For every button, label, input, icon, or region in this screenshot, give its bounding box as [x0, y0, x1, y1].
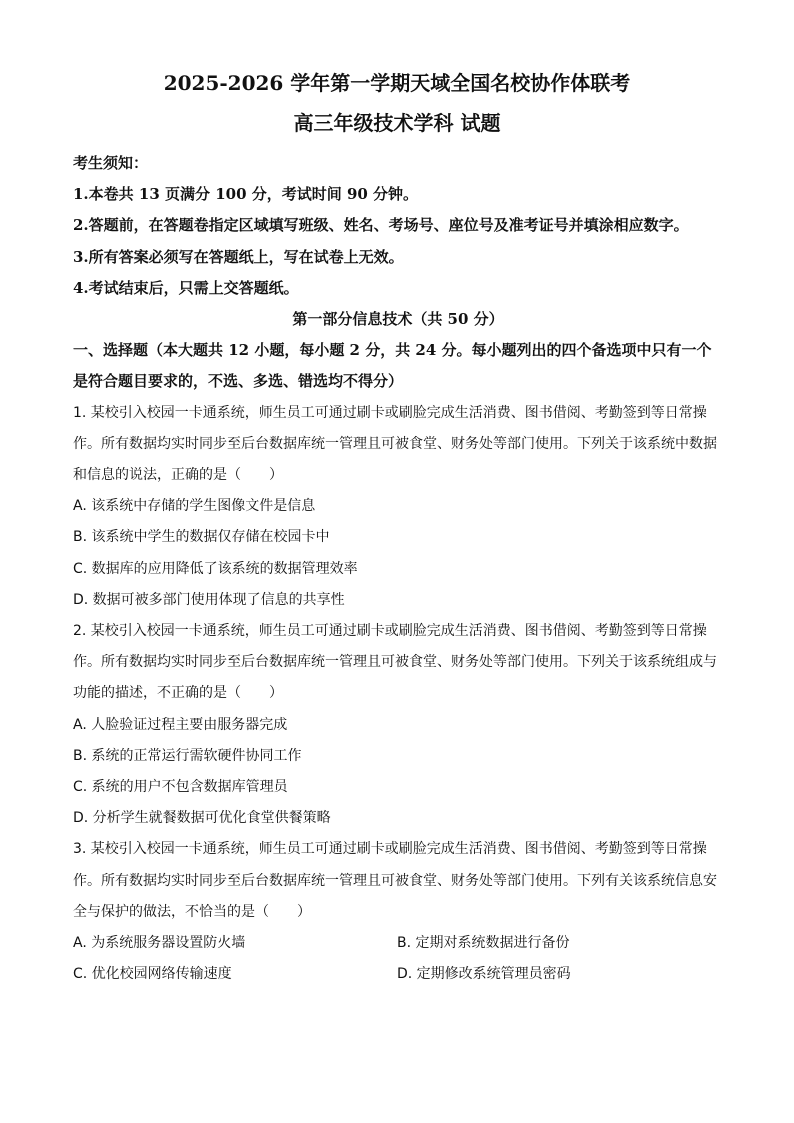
- option-a: A. 人脸验证过程主要由服务器完成: [73, 716, 288, 733]
- option-row: [73, 959, 723, 990]
- notice-item: 1.本卷共 13 页满分 100 分，考试时间 90 分钟。: [73, 185, 419, 204]
- option-d: D. 定期修改系统管理员密码: [397, 966, 571, 983]
- option-b: B. 该系统中学生的数据仅存储在校园卡中: [73, 529, 330, 546]
- exam-subtitle: 高三年级技术学科 试题: [293, 111, 501, 135]
- question-1: [73, 398, 723, 616]
- question-stem: 1. 某校引入校园一卡通系统，师生员工可通过刷卡或刷脸完成生活消费、图书借阅、考勤签到等日常操作。所有数据均实时同步至后台数据库统一管理且可被食堂、财务处等部门使用。下列关于该系统中数据和信息的说法，正确的是（ ）: [73, 404, 717, 484]
- notice-item: 3.所有答案必须写在答题纸上，写在试卷上无效。: [73, 247, 404, 266]
- question-3: [73, 834, 723, 990]
- question-2: [73, 616, 723, 834]
- option-b: B. 系统的正常运行需软硬件协同工作: [73, 747, 302, 764]
- option-c: C. 数据库的应用降低了该系统的数据管理效率: [73, 560, 358, 577]
- option-d: D. 分析学生就餐数据可优化食堂供餐策略: [73, 810, 331, 827]
- option-a: A. 为系统服务器设置防火墙: [73, 935, 246, 952]
- part-title: 第一部分信息技术（共 50 分）: [292, 310, 504, 329]
- question-stem: 3. 某校引入校园一卡通系统，师生员工可通过刷卡或刷脸完成生活消费、图书借阅、考勤签到等日常操作。所有数据均实时同步至后台数据库统一管理且可被食堂、财务处等部门使用。下列有关该系统信息安全与保护的做法，不恰当的是（ ）: [73, 841, 717, 920]
- option-c: C. 系统的用户不包含数据库管理员: [73, 779, 288, 796]
- option-a: A. 该系统中存储的学生图像文件是信息: [73, 498, 316, 515]
- option-c: C. 优化校园网络传输速度: [73, 966, 232, 983]
- section-title: 一、选择题（本大题共 12 小题，每小题 2 分，共 24 分。每小题列出的四个备选项中只有一个是符合题目要求的，不选、多选、错选均不得分）: [73, 341, 712, 391]
- notice-heading: 考生须知：: [73, 154, 149, 172]
- exam-body: [73, 148, 723, 990]
- option-d: D. 数据可被多部门使用体现了信息的共享性: [73, 591, 345, 608]
- option-row: [73, 928, 723, 959]
- exam-title: 2025-2026 学年第一学期天域全国名校协作体联考: [163, 71, 631, 95]
- notice-item: 2.答题前，在答题卷指定区域填写班级、姓名、考场号、座位号及准考证号并填涂相应数字。: [73, 216, 689, 235]
- question-stem: 2. 某校引入校园一卡通系统，师生员工可通过刷卡或刷脸完成生活消费、图书借阅、考勤签到等日常操作。所有数据均实时同步至后台数据库统一管理且可被食堂、财务处等部门使用。下列关于该系统组成与功能的描述，不正确的是（ ）: [73, 623, 717, 702]
- option-b: B. 定期对系统数据进行备份: [397, 935, 570, 952]
- notice-item: 4.考试结束后，只需上交答题纸。: [73, 278, 299, 297]
